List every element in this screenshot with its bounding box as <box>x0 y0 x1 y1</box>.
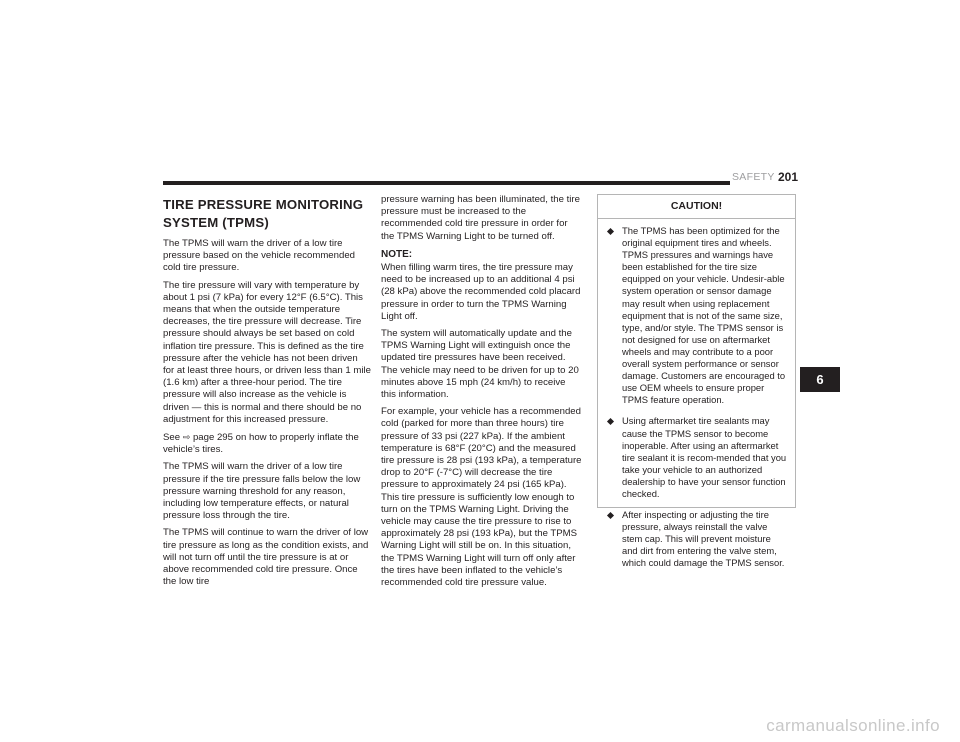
arrow-right-icon: ⇨ <box>182 432 191 443</box>
paragraph: pressure warning has been illuminated, the tire pressure must be increased to the recommended cold tire pressure in order for the TPMS Warning Light to be turned off. <box>381 194 580 242</box>
caution-item-text: The TPMS has been optimized for the original equipment tires and wheels. TPMS pressures and warnings have been established for the tire size equipped on your vehicle. Undesir-able system operation or sensor damage may result when using replacement equipment that is not of the same size, type, and/or style. The TPMS sensor is not designed for use on aftermarket wheels and may contribute to a poor overall system performance or sensor damage. Customers are encouraged to use OEM wheels to ensure proper TPMS feature operation. <box>622 225 786 406</box>
paragraph: The TPMS will warn the driver of a low tire pressure if the tire pressure falls below the low pressure warning threshold for any reason, including low temperature effects, or natural pressure loss through the tire. <box>163 461 361 522</box>
note-paragraph: When filling warm tires, the tire pressure may need to be increased up to an additional 4 psi (28 kPa) above the recommended cold placard pressure in order to turn the TPMS Warning Light off. <box>381 262 581 322</box>
see-page-link[interactable]: page 295 on how to properly inflate the vehicle’s tires. <box>163 432 359 456</box>
paragraph: The TPMS will continue to warn the driver of low tire pressure as long as the condition exists, and will not turn off until the tire pressure is at or above recommended cold tire pressure. Once the low tire <box>163 527 369 588</box>
diamond-bullet-icon <box>607 228 614 235</box>
header-rule <box>163 181 730 185</box>
caution-item-text: Using aftermarket tire sealants may cause the TPMS sensor to become inoperable. After using an aftermarket tire sealant it is recom-mended that you take your vehicle to an authorized dealership to have your sensor function checked. <box>622 415 787 499</box>
caution-item <box>608 509 789 569</box>
caution-item-text: After inspecting or adjusting the tire pressure, always reinstall the valve stem cap. This will prevent moisture and dirt from entering the valve stem, which could damage the TPMS sensor. <box>622 509 785 569</box>
caution-title: CAUTION! <box>598 195 795 219</box>
chapter-tab: 6 <box>800 367 840 392</box>
diamond-bullet-icon <box>607 512 614 519</box>
diamond-bullet-icon <box>607 418 614 425</box>
page-number: 201 <box>778 170 799 184</box>
see-prefix: See <box>163 432 181 444</box>
header-section-title: SAFETY <box>732 171 775 183</box>
cross-reference <box>163 431 371 456</box>
paragraph: The tire pressure will vary with temperature by about 1 psi (7 kPa) for every 12°F (6.5°C). This means that when the outside temperature decreases, the tire pressure will decrease. Tire pressure should always be set based on cold inflation tire pressure. This is defined as the tire pressure after the vehicle has not been driven for at least three hours, or driven less than 1 mile (1.6 km) after a three-hour period. The tire pressure will also increase as the vehicle is driven — this is normal and there should be no adjustment for this increased pressure. <box>163 279 371 425</box>
watermark: carmanualsonline.info <box>766 716 940 735</box>
caution-box <box>597 194 796 569</box>
column-left <box>163 196 371 593</box>
caution-list <box>598 219 795 570</box>
paragraph: For example, your vehicle has a recommended cold (parked for more than three hours) tire pressure of 33 psi (227 kPa). If the ambient temperature is 68°F (20°C) and the measured tire pressure is 28 psi (193 kPa), a temperature drop to 20°F (-7°C) will decrease the tire pressure to approximately 24 psi (165 kPa). This tire pressure is sufficiently low enough to turn on the TPMS Warning Light. Driving the vehicle may cause the tire pressure to rise to approximately 28 psi (193 kPa), but the TPMS Warning Light will still be on. In this situation, the TPMS Warning Light will turn off only after the tires have been inflated to the vehicle’s recommended cold tire pressure value. <box>381 406 582 589</box>
note-paragraph: The system will automatically update and the TPMS Warning Light will extinguish once the updated tire pressures have been received. The vehicle may need to be driven for up to 20 minutes above 15 mph (24 km/h) to receive this information. <box>381 328 579 401</box>
section-title: TIRE PRESSURE MONITORING SYSTEM (TPMS) <box>163 197 364 230</box>
paragraph: The TPMS will warn the driver of a low tire pressure based on the vehicle recommended cold tire pressure. <box>163 238 355 274</box>
note-label: NOTE: <box>381 248 413 260</box>
column-middle <box>381 194 582 594</box>
caution-item <box>608 415 789 500</box>
caution-item <box>608 225 789 406</box>
